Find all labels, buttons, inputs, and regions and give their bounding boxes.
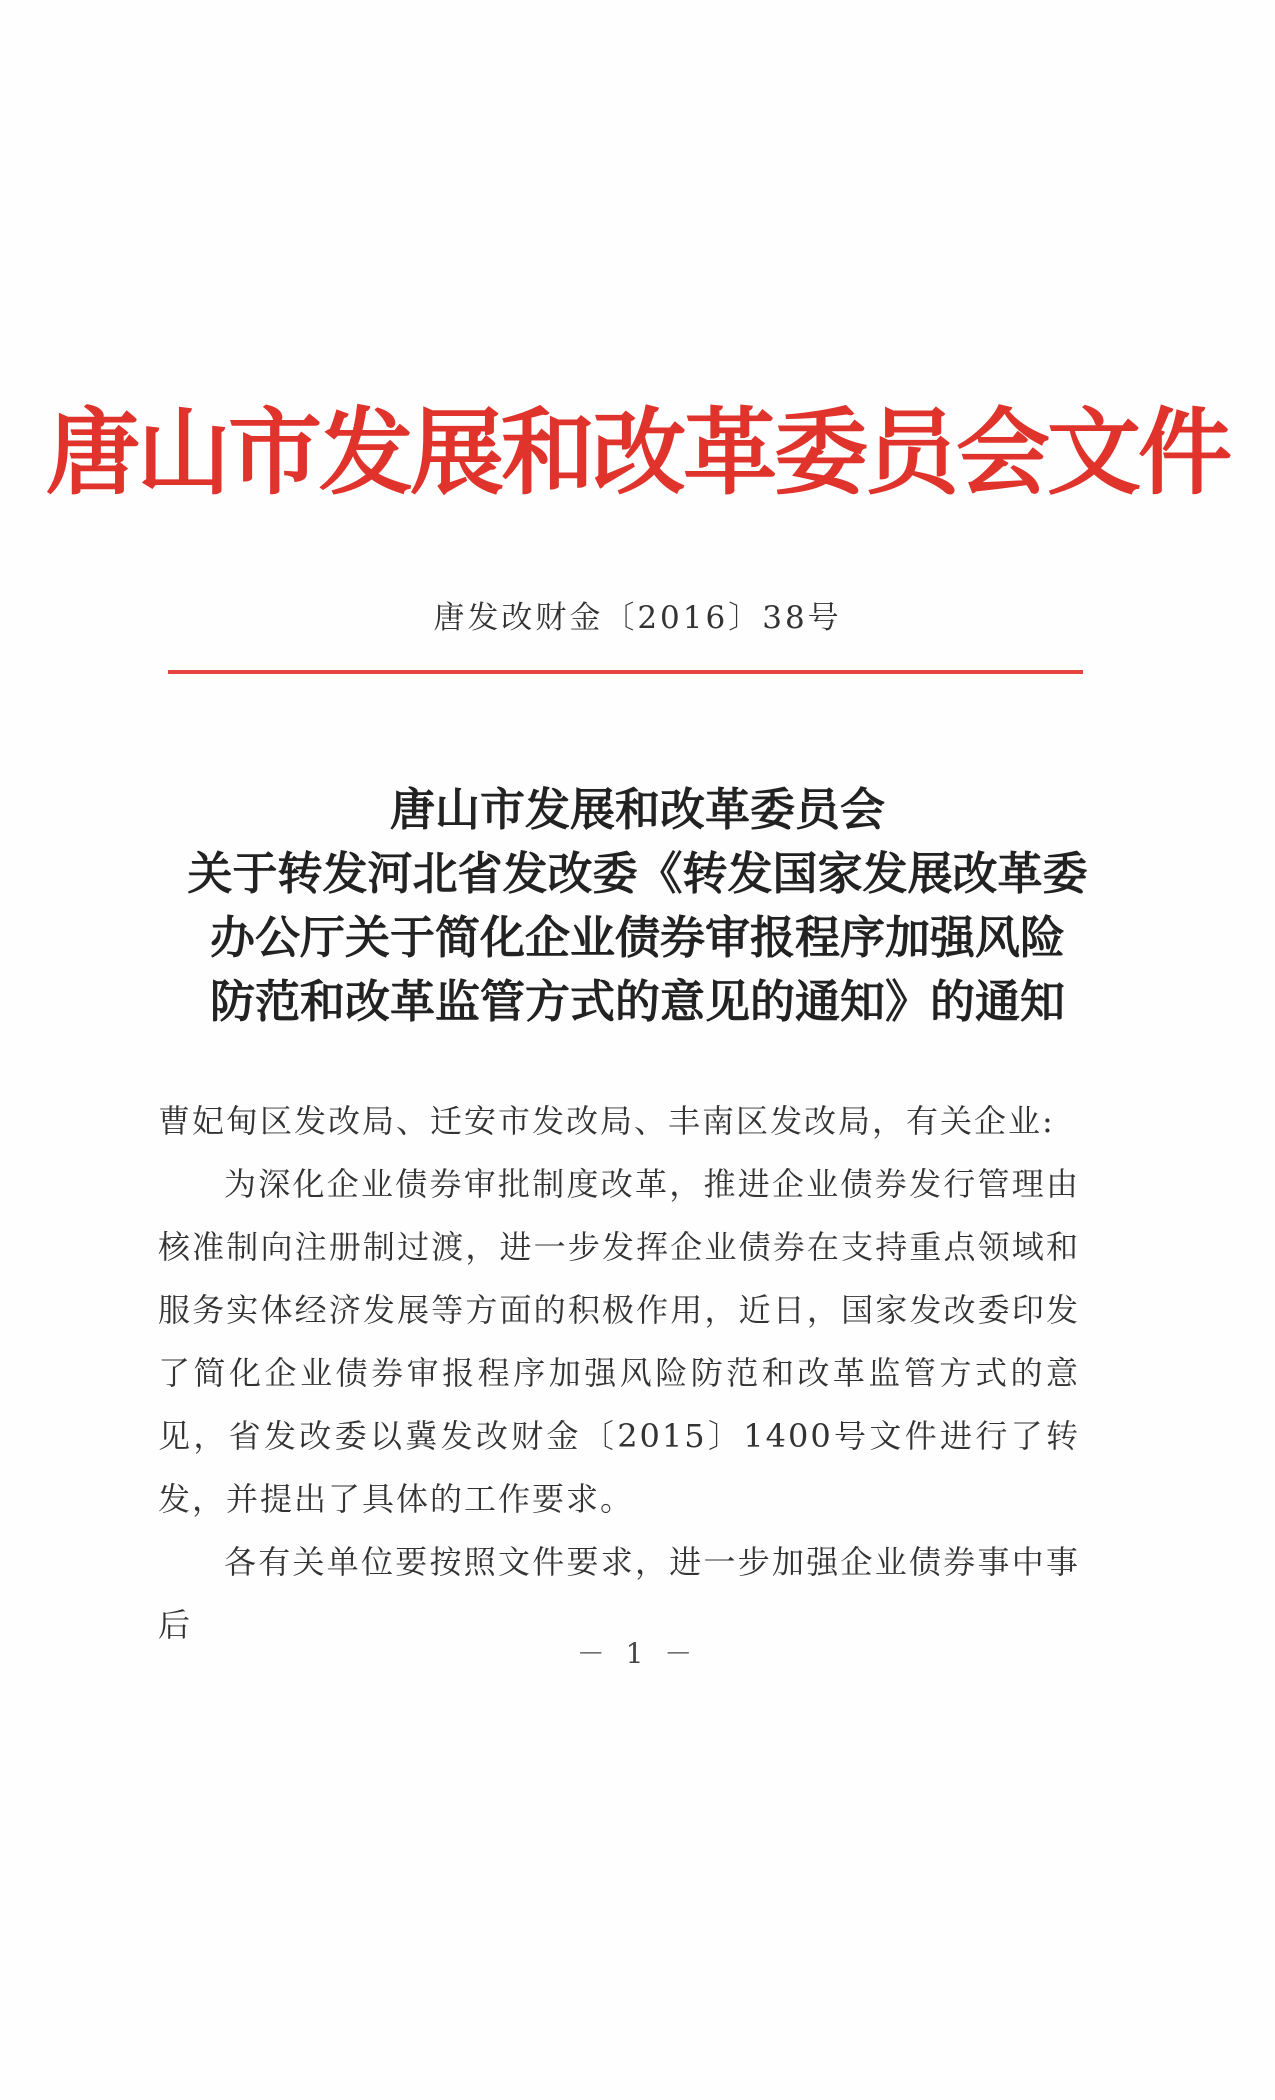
document-title bbox=[0, 778, 1275, 1034]
body-paragraph-2: 各有关单位要按照文件要求，进一步加强企业债券事中事后 bbox=[158, 1543, 1080, 1644]
title-line-1: 唐山市发展和改革委员会 bbox=[389, 783, 885, 836]
document-body bbox=[158, 1090, 1080, 1657]
salutation: 曹妃甸区发改局、迁安市发改局、丰南区发改局，有关企业: bbox=[158, 1102, 1055, 1140]
issuing-authority-header: 唐山市发展和改革委员会文件 bbox=[45, 398, 1229, 508]
title-line-2: 关于转发河北省发改委《转发国家发展改革委 bbox=[187, 847, 1088, 900]
title-line-3: 办公厅关于简化企业债券审报程序加强风险 bbox=[209, 911, 1065, 964]
body-paragraph-1: 为深化企业债券审批制度改革，推进企业债券发行管理由核准制向注册制过渡，进一步发挥企业债券在支持重点领域和服务实体经济发展等方面的积极作用，近日，国家发改委印发了简化企业债券审报程序加强风险防范和改革监管方式的意见，省发改委以冀发改财金〔2015〕1400号文件进行了转发，并提出了具体的工作要求。 bbox=[158, 1165, 1080, 1518]
page-number: － 1 － bbox=[576, 1637, 699, 1670]
document-number: 唐发改财金〔2016〕38号 bbox=[433, 600, 842, 636]
title-line-4: 防范和改革监管方式的意见的通知》的通知 bbox=[209, 975, 1065, 1028]
red-divider-line bbox=[168, 670, 1083, 674]
